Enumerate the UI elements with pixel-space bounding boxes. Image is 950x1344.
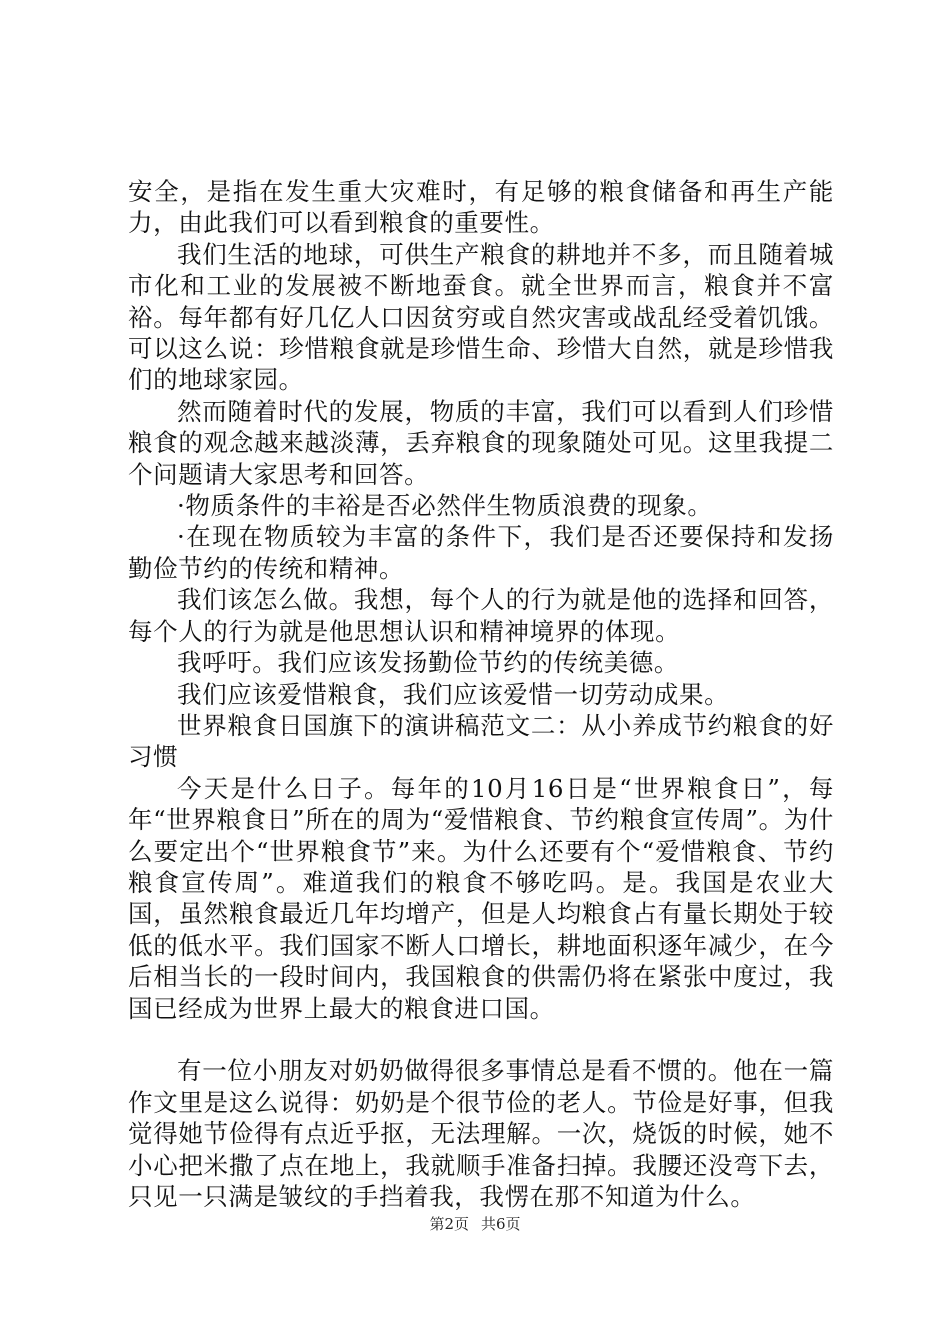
paragraph: 有一位小朋友对奶奶做得很多事情总是看不惯的。他在一篇作文里是这么说得：奶奶是个很节俭的老人。节俭是好事，但我觉得她节俭得有点近乎抠，无法理解。一次，烧饭的时候，她不小心把米撒了点在地上，我就顺手准备扫掉。我腰还没弯下去，只见一只满是皱纹的手挡着我，我愣在那不知道为什么。: [128, 1056, 834, 1211]
paragraph: 我呼吁。我们应该发扬勤俭节约的传统美德。: [177, 648, 679, 678]
section-heading: 世界粮食日国旗下的演讲稿范文二：从小养成节约粮食的好习惯: [128, 710, 834, 772]
paragraph: 我们应该爱惜粮食，我们应该爱惜一切劳动成果。: [177, 679, 730, 709]
page-number-total: 共6页: [481, 1215, 521, 1233]
paragraph: 然而随着时代的发展，物质的丰富，我们可以看到人们珍惜粮食的观念越来越淡薄，丢弃粮食的现象随处可见。这里我提二个问题请大家思考和回答。: [128, 396, 834, 489]
page-number-current: 第2页: [429, 1215, 469, 1233]
paragraph: 今天是什么日子。每年的10月16日是“世界粮食日”，每年“世界粮食日”所在的周为“爱惜粮食、节约粮食宣传周”。为什么要定出个“世界粮食节”来。为什么还要有个“爱惜粮食、节约粮食宣传周”。难道我们的粮食不够吃吗。是。我国是农业大国，虽然粮食最近几年均增产，但是人均粮食占有量长期处于较低的低水平。我们国家不断人口增长，耕地面积逐年减少，在今后相当长的一段时间内，我国粮食的供需仍将在紧张中度过，我国已经成为世界上最大的粮食进口国。: [128, 773, 834, 1023]
bullet-item: ·物质条件的丰裕是否必然伴生物质浪费的现象。: [177, 491, 713, 521]
page-footer: [0, 1213, 950, 1234]
bullet-item: ·在现在物质较为丰富的条件下，我们是否还要保持和发扬勤俭节约的传统和精神。: [128, 522, 834, 583]
paragraph: 我们该怎么做。我想，每个人的行为就是他的选择和回答，每个人的行为就是他思想认识和精神境界的体现。: [128, 585, 834, 646]
document-body: [128, 176, 834, 1212]
paragraph: 安全，是指在发生重大灾难时，有足够的粮食储备和再生产能力，由此我们可以看到粮食的重要性。: [128, 177, 834, 238]
paragraph: 我们生活的地球，可供生产粮食的耕地并不多，而且随着城市化和工业的发展被不断地蚕食。就全世界而言，粮食并不富裕。每年都有好几亿人口因贫穷或自然灾害或战乱经受着饥饿。可以这么说：珍惜粮食就是珍惜生命、珍惜大自然，就是珍惜我们的地球家园。: [128, 239, 834, 395]
